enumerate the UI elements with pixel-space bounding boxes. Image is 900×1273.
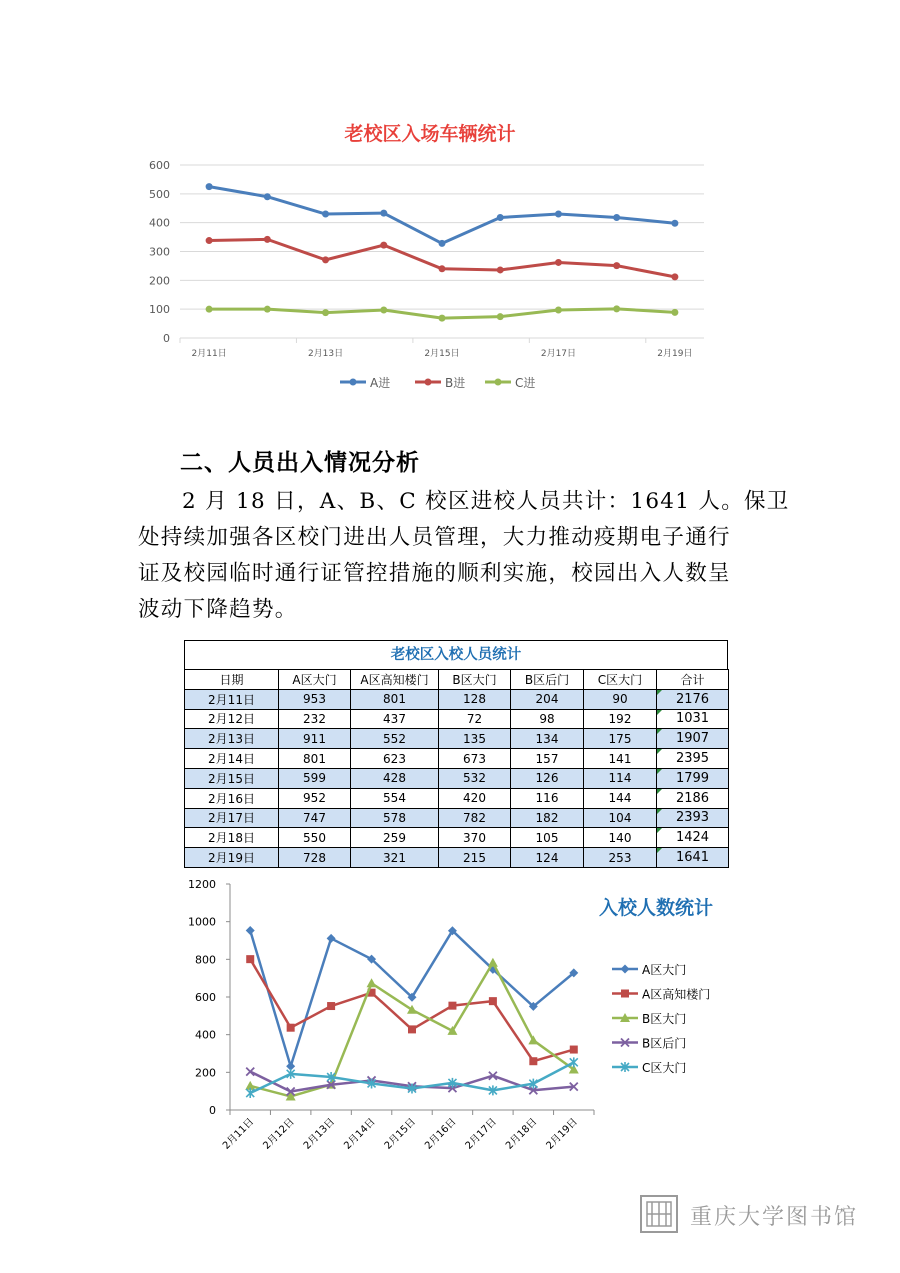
value-cell: 428 [351,768,439,788]
total-cell [657,768,729,788]
value-cell: 578 [351,808,439,828]
data-point [264,193,271,200]
diamond-marker [327,934,336,943]
header-cell: B区后门 [511,670,584,690]
section-paragraph [138,484,790,628]
table-row [185,788,729,808]
value-cell: 140 [584,828,657,848]
date-cell: 2月15日 [185,768,279,788]
cell-flag-icon [657,848,662,853]
data-point [206,306,213,313]
value-cell: 124 [511,848,584,868]
value-cell: 134 [511,729,584,749]
legend-label: B区大门 [642,1012,687,1026]
value-cell: 98 [511,709,584,729]
square-marker [287,1024,295,1032]
legend-label: C进 [515,376,536,390]
data-point [322,211,329,218]
data-point [322,256,329,263]
library-logo [638,1192,878,1236]
total-value: 2176 [675,691,710,707]
diamond-marker [621,965,630,974]
table-row [185,749,729,769]
data-point [497,266,504,273]
value-cell: 370 [439,828,511,848]
value-cell: 259 [351,828,439,848]
total-cell [657,848,729,868]
x-tick-label: 2月17日 [540,349,577,359]
value-cell: 673 [439,749,511,769]
value-cell: 782 [439,808,511,828]
value-cell: 175 [584,729,657,749]
cell-flag-icon [657,789,662,794]
data-point [264,236,271,243]
value-cell: 550 [279,828,351,848]
value-cell: 141 [584,749,657,769]
value-cell: 911 [279,729,351,749]
legend-label: A进 [370,376,391,390]
legend-label: A区高知楼门 [642,987,711,1002]
library-name: 重庆大学图书馆 [690,1205,859,1230]
value-cell: 126 [511,768,584,788]
x-tick-label: 2月15日 [424,349,460,359]
y-tick-label: 1200 [188,878,216,891]
triangle-marker [367,978,377,987]
cell-flag-icon [657,809,662,814]
data-point [439,240,446,247]
y-tick-label: 200 [195,1066,216,1080]
chart1-title: 老校区入场车辆统计 [344,123,516,145]
x-tick-label: 2月17日 [463,1116,500,1152]
value-cell: 253 [584,848,657,868]
data-point [613,214,620,221]
date-cell: 2月12日 [185,709,279,729]
square-marker [448,1002,456,1010]
value-cell: 114 [584,768,657,788]
legend-label: A区大门 [642,963,687,977]
x-tick-label: 2月19日 [544,1116,580,1152]
data-point [264,306,271,313]
data-point [206,237,213,244]
y-tick-label: 500 [149,187,170,201]
y-tick-label: 200 [149,274,170,288]
date-cell: 2月11日 [185,689,279,709]
value-cell: 157 [511,749,584,769]
date-cell: 2月14日 [185,749,279,769]
diamond-marker [246,926,255,935]
value-cell: 952 [279,788,351,808]
header-cell: C区大门 [584,670,657,690]
y-tick-label: 0 [163,332,170,345]
data-point [497,313,504,320]
table-row [185,709,729,729]
cell-flag-icon [657,710,662,715]
library-seal-icon [638,1192,682,1236]
total-cell [657,709,729,729]
date-cell: 2月18日 [185,828,279,848]
value-cell: 144 [584,788,657,808]
header-cell: A区大门 [279,670,351,690]
data-point [671,220,678,227]
data-point [322,309,329,316]
star-marker [570,1057,578,1067]
y-tick-label: 300 [149,245,170,259]
value-cell: 801 [279,749,351,769]
y-tick-label: 400 [195,1028,216,1042]
total-value: 2393 [675,810,710,826]
x-tick-label: 2月15日 [382,1116,419,1152]
value-cell: 192 [584,709,657,729]
value-cell: 599 [279,768,351,788]
header-cell: A区高知楼门 [351,670,439,690]
value-cell: 128 [439,689,511,709]
y-tick-label: 600 [149,159,170,172]
value-cell: 552 [351,729,439,749]
header-cell: 日期 [185,670,279,690]
data-point [671,309,678,316]
legend-label: B进 [445,376,466,390]
value-cell: 623 [351,749,439,769]
header-cell: 合计 [657,670,729,690]
table-title: 老校区入校人员统计 [184,640,728,669]
x-tick-label: 2月13日 [307,349,344,359]
value-cell: 204 [511,689,584,709]
data-table [184,669,729,868]
date-cell: 2月17日 [185,808,279,828]
header-cell: B区大门 [439,670,511,690]
cell-flag-icon [657,749,662,754]
data-point [555,259,562,266]
cell-flag-icon [657,729,662,734]
square-marker [408,1025,416,1033]
date-cell: 2月13日 [185,729,279,749]
cell-flag-icon [657,828,662,833]
triangle-marker [528,1035,538,1044]
x-tick-label: 2月11日 [191,349,227,359]
triangle-marker [488,958,498,967]
x-tick-label: 2月16日 [423,1116,459,1152]
table-row [185,689,729,709]
value-cell: 437 [351,709,439,729]
total-value: 1641 [675,850,710,866]
total-cell [657,729,729,749]
data-point [380,307,387,314]
table-row [185,729,729,749]
paragraph-line: 波动下降趋势。 [138,597,298,622]
table-row [185,808,729,828]
total-cell [657,749,729,769]
data-point [671,273,678,280]
legend-marker [425,379,432,386]
y-tick-label: 800 [195,953,216,967]
data-point [497,214,504,221]
y-tick-label: 0 [209,1104,216,1117]
y-tick-label: 1000 [188,915,216,929]
square-marker [489,997,497,1005]
value-cell: 532 [439,768,511,788]
y-tick-label: 400 [149,216,170,230]
total-cell [657,788,729,808]
x-tick-label: 2月12日 [261,1116,297,1152]
paragraph-line: 证及校园临时通行证管控措施的顺利实施，校园出入人数呈 [138,561,731,586]
value-cell: 182 [511,808,584,828]
table-row [185,848,729,868]
value-cell: 953 [279,689,351,709]
value-cell: 321 [351,848,439,868]
value-cell: 728 [279,848,351,868]
square-marker [570,1046,578,1054]
value-cell: 116 [511,788,584,808]
visitor-table [184,640,728,868]
value-cell: 747 [279,808,351,828]
square-marker [621,990,629,998]
visitor-line-chart [182,872,742,1172]
y-tick-label: 100 [149,303,170,317]
data-point [555,307,562,314]
date-cell: 2月16日 [185,788,279,808]
data-point [380,242,387,249]
value-cell: 554 [351,788,439,808]
data-point [439,315,446,322]
legend-label: B区后门 [642,1036,687,1051]
x-tick-label: 2月13日 [301,1116,338,1152]
x-tick-label: 2月14日 [342,1116,378,1152]
value-cell: 90 [584,689,657,709]
total-cell [657,689,729,709]
data-point [555,211,562,218]
x-tick-label: 2月11日 [220,1116,257,1152]
cell-flag-icon [657,769,662,774]
value-cell: 105 [511,828,584,848]
total-value: 1799 [675,770,710,786]
table-row [185,768,729,788]
total-cell [657,808,729,828]
date-cell: 2月19日 [185,848,279,868]
value-cell: 232 [279,709,351,729]
table-row [185,828,729,848]
value-cell: 420 [439,788,511,808]
value-cell: 215 [439,848,511,868]
x-tick-label: 2月19日 [657,349,693,359]
total-value: 1424 [675,830,710,846]
total-value: 2186 [675,790,710,806]
legend-marker [350,379,357,386]
total-value: 1031 [675,711,710,727]
x-tick-label: 2月18日 [504,1116,540,1152]
data-point [380,210,387,217]
value-cell: 135 [439,729,511,749]
table-header-row [185,670,729,690]
data-point [613,305,620,312]
data-point [613,262,620,269]
total-cell [657,828,729,848]
value-cell: 104 [584,808,657,828]
data-point [439,265,446,272]
data-point [206,183,213,190]
total-value: 1907 [675,731,710,747]
legend-marker [495,379,502,386]
value-cell: 801 [351,689,439,709]
value-cell: 72 [439,709,511,729]
legend-label: C区大门 [642,1061,687,1075]
square-marker [327,1002,335,1010]
paragraph-line: 2 月 18 日，A、B、C 校区进校人员共计：1641 人。保卫 [182,489,790,514]
chart2-title: 入校人数统计 [598,897,714,919]
cell-flag-icon [657,690,662,695]
vehicle-line-chart [140,105,730,405]
square-marker [529,1057,537,1065]
square-marker [246,955,254,963]
total-value: 2395 [675,751,710,767]
paragraph-line: 处持续加强各区校门进出人员管理，大力推动疫期电子通行 [138,525,731,550]
y-tick-label: 600 [195,991,216,1004]
series-line [209,187,675,244]
section-heading: 二、人员出入情况分析 [180,450,420,476]
